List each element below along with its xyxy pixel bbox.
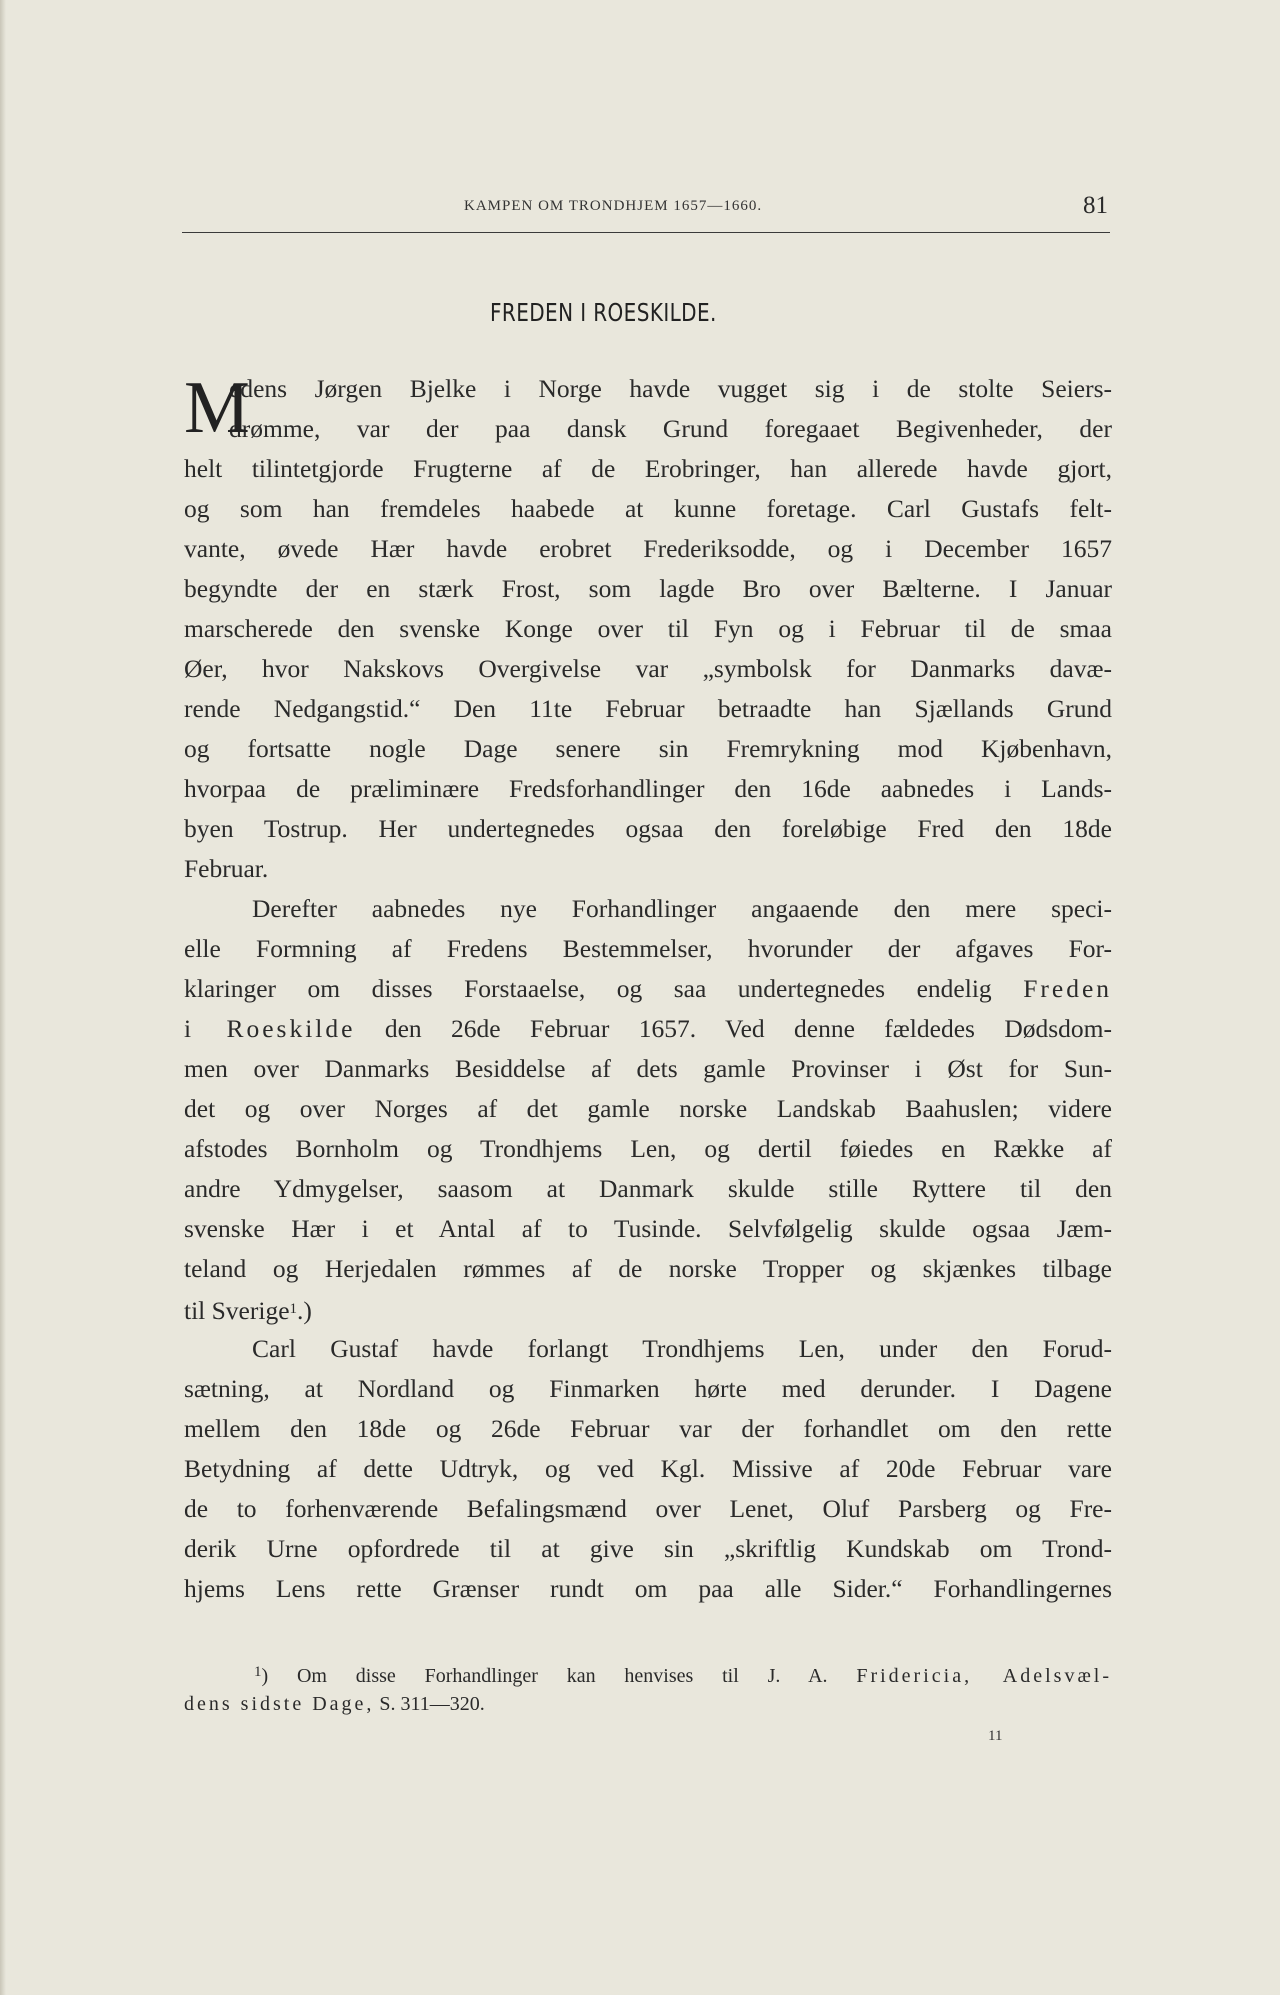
- emphasized-text: Freden: [1023, 974, 1112, 1003]
- text-span: den 26de Februar 1657. Ved denne fældedes Dødsdom-: [384, 1014, 1112, 1043]
- body-text: [184, 369, 1112, 1609]
- footnote: [184, 1656, 1112, 1720]
- text-line: Carl Gustaf havde forlangt Trondhjems Len, under den Forud-: [252, 1334, 1112, 1363]
- text-line: Øer, hvor Nakskovs Overgivelse var „symbolsk for Danmarks davæ-: [184, 654, 1112, 683]
- footnote-paren: ): [261, 1665, 269, 1687]
- text-line: drømme, var der paa dansk Grund foregaaet Begivenheder, der: [229, 414, 1112, 443]
- footnote-emphasized: dens sidste Dage,: [184, 1693, 375, 1715]
- text-line: svenske Hær i et Antal af to Tusinde. Selvfølgelig skulde ogsaa Jæm-: [184, 1214, 1112, 1243]
- text-line: Februar.: [184, 854, 269, 883]
- section-title: FREDEN I ROESKILDE.: [490, 298, 717, 327]
- text-line: rende Nedgangstid.“ Den 11te Februar betraadte han Sjællands Grund: [184, 694, 1112, 723]
- text-line: [184, 1289, 1112, 1329]
- footnote-line: [184, 1656, 1112, 1688]
- text-line: og som han fremdeles haabede at kunne foretage. Carl Gustafs felt-: [184, 494, 1112, 523]
- text-line: helt tilintetgjorde Frugterne af de Erobringer, han allerede havde gjort,: [184, 454, 1112, 483]
- text-line: edens Jørgen Bjelke i Norge havde vugget sig i de stolte Seiers-: [229, 374, 1112, 403]
- footnote-text: S. 311—320.: [379, 1693, 485, 1715]
- signature-mark: 11: [988, 1728, 1003, 1744]
- text-line: mellem den 18de og 26de Februar var der forhandlet om den rette: [184, 1414, 1112, 1443]
- page-edge-shadow: [0, 0, 6, 1995]
- text-line: de to forhenværende Befalingsmænd over Lenet, Oluf Parsberg og Fre-: [184, 1494, 1112, 1523]
- text-line: teland og Herjedalen rømmes af de norske Tropper og skjænkes tilbage: [184, 1254, 1112, 1283]
- text-line: sætning, at Nordland og Finmarken hørte med derunder. I Dagene: [184, 1374, 1112, 1403]
- text-span: klaringer om disses Forstaaelse, og saa undertegnedes endelig: [184, 974, 992, 1003]
- footnote-line: [184, 1688, 1112, 1720]
- text-line: og fortsatte nogle Dage senere sin Fremrykning mod Kjøbenhavn,: [184, 734, 1112, 763]
- text-line: hvorpaa de præliminære Fredsforhandlinger den 16de aabnedes i Lands-: [184, 774, 1112, 803]
- footnote-reference: 1: [289, 1301, 298, 1317]
- emphasized-text: i Roeskilde: [184, 1014, 356, 1043]
- text-line: det og over Norges af det gamle norske Landskab Baahuslen; videre: [184, 1094, 1112, 1123]
- text-line: Betydning af dette Udtryk, og ved Kgl. Missive af 20de Februar vare: [184, 1454, 1112, 1483]
- text-line: Derefter aabnedes nye Forhandlinger angaaende den mere speci-: [252, 894, 1112, 923]
- text-line: [184, 969, 1112, 1009]
- page-number: 81: [1083, 192, 1108, 219]
- text-span: til Sverige: [184, 1296, 290, 1325]
- running-head: [182, 192, 1110, 233]
- text-line: men over Danmarks Besiddelse af dets gamle Provinser i Øst for Sun-: [184, 1054, 1112, 1083]
- text-line: elle Formning af Fredens Bestemmelser, hvorunder der afgaves For-: [184, 934, 1112, 963]
- text-line: [184, 1009, 1112, 1049]
- text-line: byen Tostrup. Her undertegnedes ogsaa den foreløbige Fred den 18de: [184, 814, 1112, 843]
- text-line: marscherede den svenske Konge over til Fyn og i Februar til de smaa: [184, 614, 1112, 643]
- footnote-text: Om disse Forhandlinger kan henvises til J. A.: [296, 1665, 828, 1687]
- text-span: .): [297, 1296, 312, 1325]
- drop-cap: M: [184, 367, 250, 449]
- text-line: andre Ydmygelser, saasom at Danmark skulde stille Ryttere til den: [184, 1174, 1112, 1203]
- text-line: vante, øvede Hær havde erobret Frederiksodde, og i December 1657: [184, 534, 1112, 563]
- text-line: afstodes Bornholm og Trondhjems Len, og dertil føiedes en Række af: [184, 1134, 1112, 1163]
- text-line: hjems Lens rette Grænser rundt om paa alle Sider.“ Forhandlingernes: [184, 1574, 1112, 1603]
- running-title: KAMPEN OM TRONDHJEM 1657—1660.: [464, 198, 763, 214]
- text-line: begyndte der en stærk Frost, som lagde Bro over Bælterne. I Januar: [184, 574, 1112, 603]
- text-line: derik Urne opfordrede til at give sin „skriftlig Kundskab om Trond-: [184, 1534, 1112, 1563]
- footnote-mark: 1: [254, 1664, 262, 1680]
- footnote-emphasized: Fridericia, Adelsvæl-: [856, 1665, 1113, 1687]
